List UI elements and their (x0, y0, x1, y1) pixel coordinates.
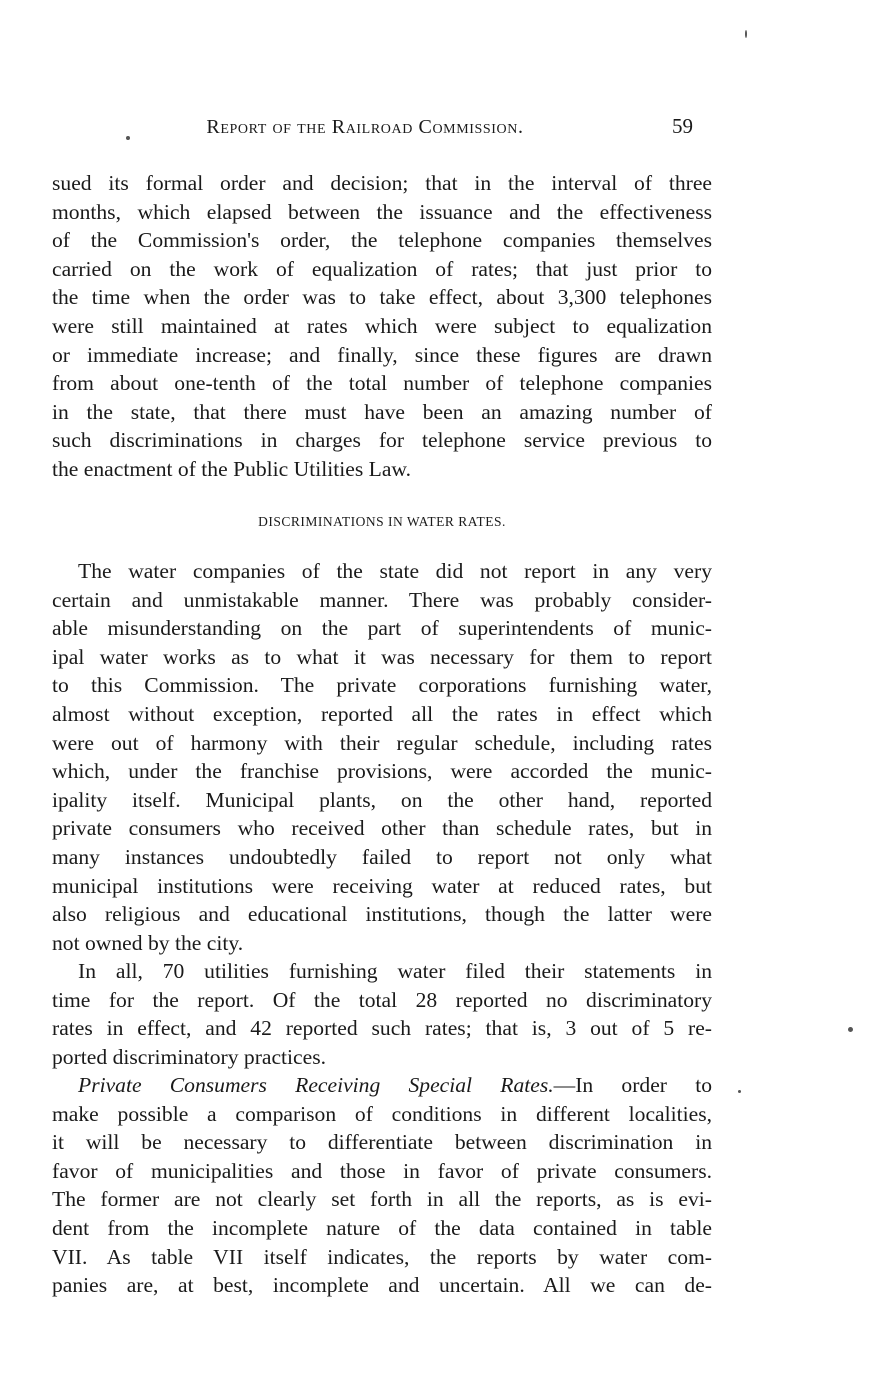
text-line: sued its formal order and decision; that in the interval of three (52, 171, 712, 195)
text-line: from about one-tenth of the total number of telephone companies (52, 371, 712, 396)
paragraph-continued (52, 169, 712, 484)
text-line: panies are, at best, incomplete and uncertain. All we can de- (52, 1273, 712, 1298)
text-line: rates in effect, and 42 reported such rates; that is, 3 out of 5 re- (52, 1016, 712, 1041)
text-line: certain and unmistakable manner. There was probably consider- (52, 587, 712, 612)
text-line: In all, 70 utilities furnishing water filed their statements in (78, 959, 712, 983)
page-number: 59 (672, 114, 693, 138)
text-line: dent from the incomplete nature of the data contained in table (52, 1215, 712, 1240)
text-line: it will be necessary to differentiate between discrimination in (52, 1130, 712, 1155)
text-line: favor of municipalities and those in favor of private consumers. (52, 1158, 712, 1183)
text-line: VII. As table VII itself indicates, the reports by water com- (52, 1244, 712, 1269)
text-line: were out of harmony with their regular schedule, including rates (52, 730, 712, 755)
text-line: not owned by the city. (52, 930, 244, 955)
paragraph-private-consumers (52, 1071, 712, 1300)
scan-speck (848, 1027, 853, 1032)
text-line: ipality itself. Municipal plants, on the other hand, reported (52, 787, 712, 812)
text-line: were still maintained at rates which were subject to equalization (52, 313, 712, 338)
paragraph-subheading: Private Consumers Receiving Special Rates. (78, 1073, 554, 1097)
text-line: make possible a comparison of conditions in different localities, (52, 1101, 712, 1126)
text-line: in the state, that there must have been an amazing number of (52, 399, 712, 424)
text-line: months, which elapsed between the issuance and the effectiveness (52, 199, 712, 224)
text-line: or immediate increase; and finally, since these figures are drawn (52, 342, 712, 367)
text-line: also religious and educational institutions, though the latter were (52, 902, 712, 927)
text-line: The water companies of the state did not report in any very (78, 559, 712, 583)
text-line: ported discriminatory practices. (52, 1044, 327, 1069)
text-line: such discriminations in charges for telephone service previous to (52, 428, 712, 453)
text-fragment: —In order to (553, 1073, 712, 1097)
text-line: able misunderstanding on the part of superintendents of munic- (52, 616, 712, 641)
text-line: of the Commission's order, the telephone companies themselves (52, 228, 712, 253)
text-line: ipal water works as to what it was necessary for them to report (52, 644, 712, 669)
scan-speck (745, 30, 747, 38)
text-line: the enactment of the Public Utilities Law. (52, 456, 411, 481)
text-line (52, 1071, 712, 1100)
text-line: private consumers who received other than schedule rates, but in (52, 816, 712, 841)
running-head: Report of the Railroad Commission. (206, 116, 524, 138)
paragraph-utilities-count (52, 957, 712, 1071)
text-line: to this Commission. The private corporations furnishing water, (52, 673, 712, 698)
text-line: many instances undoubtedly failed to report not only what (52, 844, 712, 869)
text-line: time for the report. Of the total 28 reported no discriminatory (52, 987, 712, 1012)
text-line: which, under the franchise provisions, were accorded the munic- (52, 759, 712, 784)
text-line: carried on the work of equalization of rates; that just prior to (52, 256, 712, 281)
section-heading: DISCRIMINATIONS IN WATER RATES. (258, 514, 506, 529)
text-line: the time when the order was to take effect, about 3,300 telephones (52, 285, 712, 310)
text-line: The former are not clearly set forth in all the reports, as is evi- (52, 1187, 712, 1212)
text-line: almost without exception, reported all the rates in effect which (52, 701, 712, 726)
scan-speck (126, 136, 130, 140)
paragraph-water-companies (52, 557, 712, 957)
text-line: municipal institutions were receiving water at reduced rates, but (52, 873, 712, 898)
scan-speck (738, 1090, 741, 1093)
